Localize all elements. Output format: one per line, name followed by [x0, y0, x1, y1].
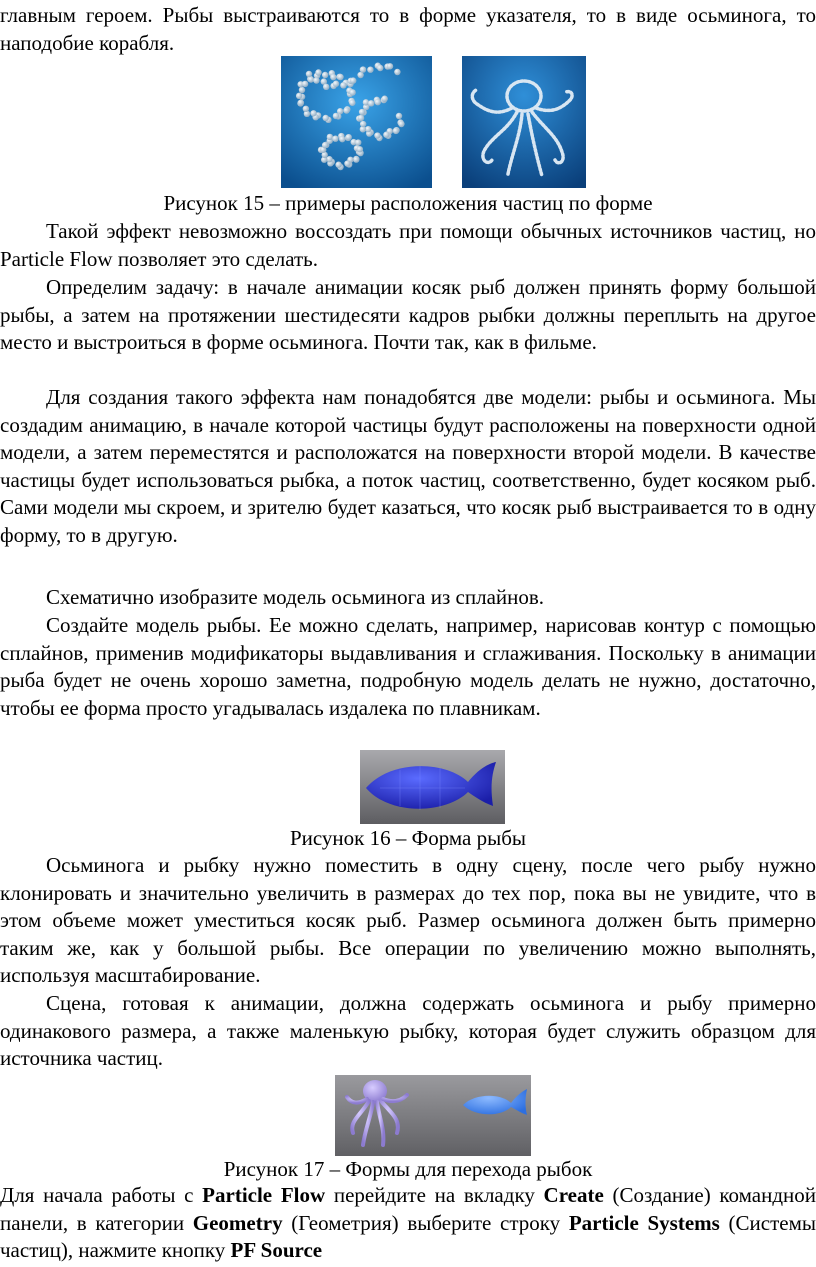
term-pf-source: PF Source: [230, 1238, 323, 1263]
bubble-fish: [306, 71, 312, 77]
bubble-fish: [350, 77, 356, 83]
bubble-fish: [313, 77, 319, 83]
bubble-fish: [396, 113, 402, 119]
paragraph-start-particle-flow: [0, 1182, 816, 1265]
bubble-fish: [332, 135, 338, 141]
paragraph-intro-continued: главным героем. Рыбы выстраиваются то в форме указателя, то в виде осьминога, то наподобие корабля.: [0, 3, 816, 55]
paragraph-ready-scene: Сцена, готовая к анимации, должна содержать осьминога и рыбу примерно одинакового размера, а также маленькую рыбку, которая будет служить образцом для источника частиц.: [0, 991, 816, 1071]
term-particle-flow: Particle Flow: [202, 1183, 326, 1207]
bubble-fish: [349, 89, 355, 95]
figure-16-caption: Рисунок 16 – Форма рыбы: [289, 826, 527, 850]
figure-15-caption: Рисунок 15 – примеры расположения частиц по форме: [163, 191, 653, 215]
bubble-fish: [377, 65, 383, 71]
bubble-fish: [308, 76, 314, 82]
octopus-and-fish-render: [335, 1075, 531, 1156]
bubble-fish: [303, 106, 309, 112]
bubble-fish: [344, 160, 350, 166]
paragraph-particle-flow: Такой эффект невозможно воссоздать при помощи обычных источников частиц, но Particle Flow позволяет это сделать.: [0, 219, 816, 271]
paragraph-fish-model: Создайте модель рыбы. Ее можно сделать, например, нарисовав контур с помощью сплайнов, применив модификаторы выдавливания и сглаживания. Поскольку в анимации рыба будет не очень хорошо заметна, подробную модель делать не нужно, достаточно, чтобы ее форма просто угадывалась издалека по плавникам.: [0, 613, 816, 720]
term-geometry: Geometry: [192, 1210, 283, 1235]
bubble-fish: [345, 134, 351, 140]
bubble-fish: [381, 96, 387, 102]
bubble-fish: [322, 72, 328, 78]
bubble-fish: [327, 134, 333, 140]
paragraph-task: Определим задачу: в начале анимации косяк рыб должен принять форму большой рыбы, а затем на протяжении шестидесяти кадров рыбки должны переплыть на другое место и выстроиться в форме осьминога. Почти так, как в фильме.: [0, 275, 816, 355]
text-span: (Создание) командной панели, в категории: [0, 1183, 816, 1235]
bubble-fish: [398, 121, 404, 127]
paragraph-models: Для создания такого эффекта нам понадобятся две модели: рыбы и осьминога. Мы создадим анимацию, в начале которой частицы будут расположены на поверхности одной модели, а затем переместятся и расположатся на поверхности второй модели. В качестве частицы будет использоваться рыбка, а поток частиц, соответственно, будет косяком рыб. Сами модели мы скроем, и зрителю будет казаться, что косяк рыб выстраивается то в одну форму, то в другую.: [0, 385, 816, 547]
bubble-fish: [358, 115, 364, 121]
bubble-fish: [349, 100, 355, 106]
term-particle-systems: Particle Systems: [568, 1210, 720, 1235]
bubble-fish: [393, 128, 399, 134]
bubble-fish: [353, 156, 359, 162]
bubble-fish: [359, 109, 365, 115]
bubble-fish: [357, 146, 363, 152]
octopus-pattern-image: [462, 56, 586, 188]
bubble-fish: [357, 72, 363, 78]
figure-15-fish-school-image: [281, 56, 432, 188]
bubble-fish: [360, 66, 366, 72]
term-create: Create: [543, 1183, 604, 1207]
text-span: перейдите на вкладку: [325, 1183, 544, 1207]
fish-school-pattern-image: [281, 56, 432, 188]
bubble-fish: [330, 74, 336, 80]
bubble-fish: [343, 107, 349, 113]
bubble-fish: [368, 100, 374, 106]
figure-16-fish-model-image: [360, 750, 505, 824]
bubble-fish: [310, 110, 316, 116]
text-span: Для начала работы с: [0, 1183, 203, 1207]
bubble-fish: [374, 132, 380, 138]
bubble-fish: [302, 81, 308, 87]
figure-15-octopus-school-image: [462, 56, 586, 188]
bubble-fish: [360, 121, 366, 127]
bubble-fish: [337, 74, 343, 80]
bubble-fish: [333, 81, 339, 87]
bubble-fish: [375, 99, 381, 105]
bubble-fish: [298, 99, 304, 105]
text-span: (Системы частиц), нажмите кнопку: [0, 1210, 816, 1263]
paragraph-scene-setup: Осьминога и рыбку нужно поместить в одну сцену, после чего рыбу нужно клонировать и значительно увеличить в размерах до тех пор, пока вы не увидите, что в этом объеме может уместиться косяк рыб. Размер осьминога должен быть примерно таким же, как у большой рыбы. Все операции по увеличению можно выполнять, используя масштабирование.: [0, 853, 816, 988]
bubble-fish: [394, 69, 400, 75]
bubble-fish: [323, 115, 329, 121]
bubble-fish: [383, 132, 389, 138]
text-span: (Геометрия) выберите строку: [282, 1210, 569, 1235]
bubble-fish: [367, 66, 373, 72]
bubble-fish: [355, 139, 361, 145]
bubble-fish: [387, 63, 393, 69]
paragraph-octopus-splines: Схематично изобразите модель осьминога из сплайнов.: [46, 585, 545, 609]
fish-model-render: [360, 750, 505, 824]
bubble-fish: [299, 87, 305, 93]
bubble-fish: [333, 113, 339, 119]
figure-17-caption: Рисунок 17 – Формы для перехода рыбок: [223, 1157, 593, 1181]
bubble-fish: [339, 136, 345, 142]
bubble-fish: [335, 162, 341, 168]
bubble-fish: [323, 84, 329, 90]
bubble-fish: [296, 93, 302, 99]
bubble-fish: [315, 69, 321, 75]
figure-17-octopus-fish-image: [335, 1075, 531, 1156]
bubble-fish: [340, 82, 346, 88]
